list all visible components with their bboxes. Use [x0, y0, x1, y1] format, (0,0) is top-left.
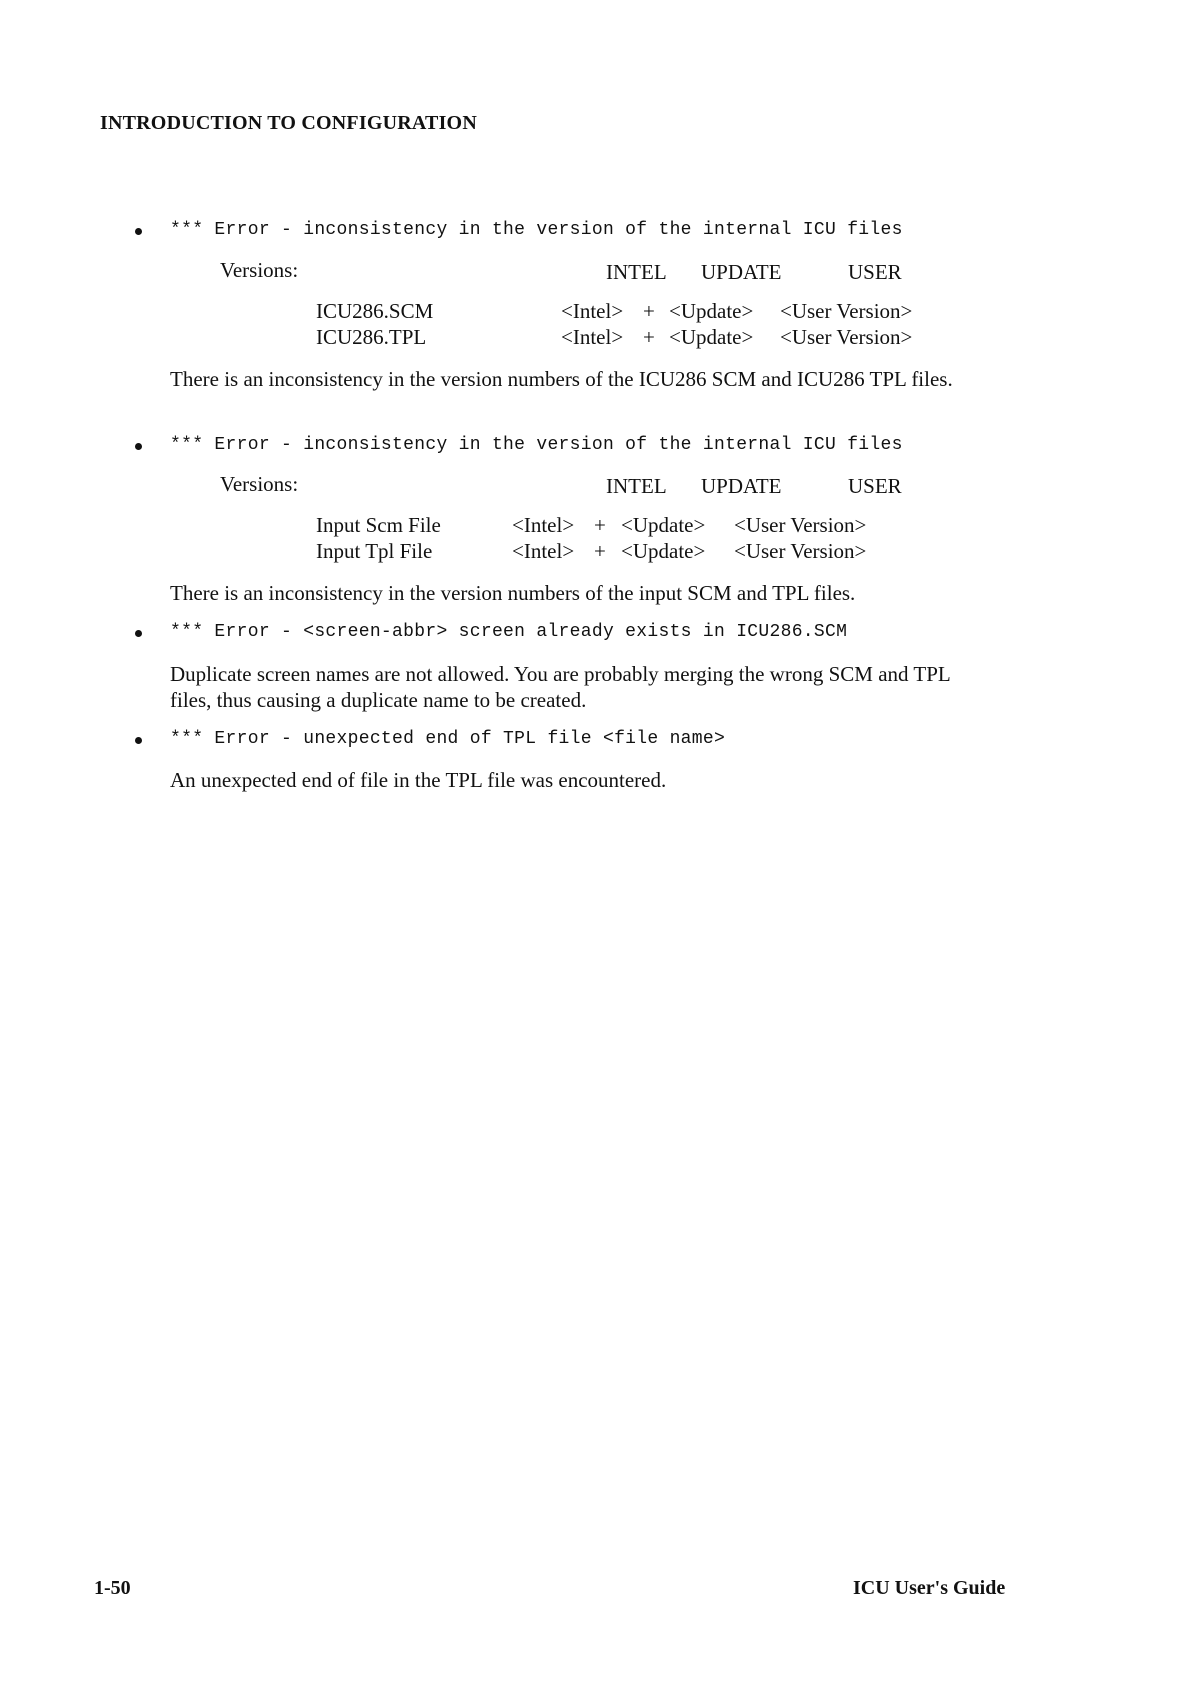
column-update: UPDATE [701, 474, 782, 498]
column-user: USER [848, 474, 902, 498]
guide-title: ICU User's Guide [853, 1577, 1006, 1599]
bullet-icon [135, 630, 142, 637]
user-value: <User Version> [780, 325, 913, 349]
versions-label: Versions: [220, 472, 299, 496]
plus-sign: + [643, 325, 655, 349]
error-description: There is an inconsistency in the version numbers of the input SCM and TPL files. [170, 581, 856, 605]
user-value: <User Version> [780, 299, 913, 323]
update-value: <Update> [669, 325, 754, 349]
error-message: *** Error - inconsistency in the version of the internal ICU files [170, 435, 903, 455]
column-intel: INTEL [606, 474, 667, 498]
page-header: INTRODUCTION TO CONFIGURATION [100, 112, 477, 134]
intel-value: <Intel> [561, 299, 624, 323]
error-description: Duplicate screen names are not allowed. You are probably merging the wrong SCM and TPL files, thus causing a duplicate name to be created. [170, 662, 950, 712]
bullet-icon [135, 228, 142, 235]
column-user: USER [848, 260, 902, 284]
page-number: 1-50 [94, 1577, 131, 1599]
plus-sign: + [594, 539, 606, 563]
user-value: <User Version> [734, 539, 867, 563]
update-value: <Update> [621, 513, 706, 537]
file-name: ICU286.SCM [316, 299, 434, 323]
versions-label: Versions: [220, 258, 299, 282]
error-description: There is an inconsistency in the version numbers of the ICU286 SCM and ICU286 TPL files. [170, 367, 953, 391]
error-message: *** Error - inconsistency in the version of the internal ICU files [170, 220, 903, 240]
update-value: <Update> [669, 299, 754, 323]
intel-value: <Intel> [561, 325, 624, 349]
plus-sign: + [643, 299, 655, 323]
bullet-icon [135, 737, 142, 744]
error-message: *** Error - <screen-abbr> screen already exists in ICU286.SCM [170, 622, 848, 642]
user-value: <User Version> [734, 513, 867, 537]
file-name: Input Tpl File [316, 539, 433, 563]
file-name: Input Scm File [316, 513, 441, 537]
column-intel: INTEL [606, 260, 667, 284]
plus-sign: + [594, 513, 606, 537]
file-name: ICU286.TPL [316, 325, 427, 349]
intel-value: <Intel> [512, 513, 575, 537]
error-message: *** Error - unexpected end of TPL file <file name> [170, 729, 726, 749]
intel-value: <Intel> [512, 539, 575, 563]
error-description: An unexpected end of file in the TPL file was encountered. [170, 768, 667, 792]
update-value: <Update> [621, 539, 706, 563]
column-update: UPDATE [701, 260, 782, 284]
bullet-icon [135, 443, 142, 450]
